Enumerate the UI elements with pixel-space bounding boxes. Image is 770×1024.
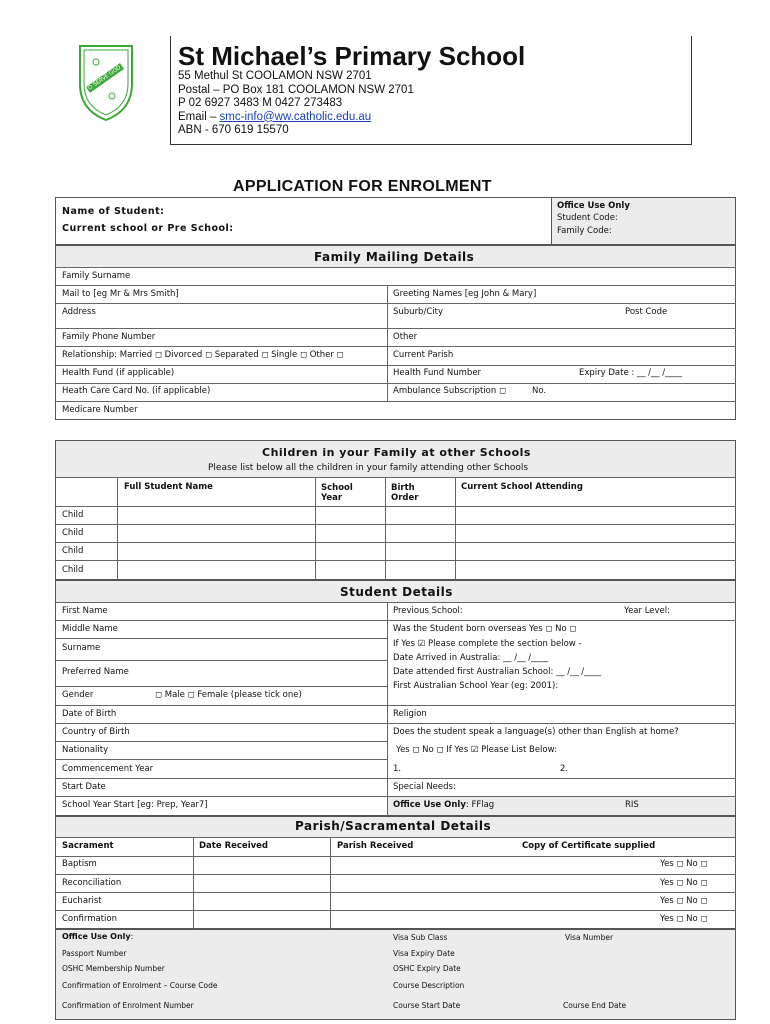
language-2-label: 2. (560, 764, 569, 774)
mail-to-label: Mail to [eg Mr & Mrs Smith] (62, 289, 179, 299)
child-row-label: Child (62, 528, 84, 538)
dob-label: Date of Birth (62, 709, 117, 719)
gender-label: Gender (62, 690, 94, 700)
fflag-label: : FFlag (465, 800, 495, 810)
current-school-label: Current school or Pre School: (62, 223, 234, 234)
footer-office-use-title: Office Use Only (62, 932, 131, 941)
special-needs-label: Special Needs: (393, 782, 456, 792)
language-1-label: 1. (393, 764, 402, 774)
middle-name-label: Middle Name (62, 624, 118, 634)
children-subtitle: Please list below all the children in your family attending other Schools (208, 463, 529, 473)
address-line: P 02 6927 3483 M 0427 273483 (178, 97, 343, 109)
language-yes-no[interactable]: Yes ◻ No ◻ If Yes ☑ Please List Below: (396, 745, 557, 755)
school-name: St Michael’s Primary School (178, 41, 526, 71)
previous-school-label: Previous School: (393, 606, 463, 616)
passport-number-label: Passport Number (62, 949, 127, 958)
sacrament-confirmation: Confirmation (62, 914, 117, 924)
student-office-use (393, 801, 494, 810)
if-yes-note: If Yes ☑ Please complete the section below - (393, 639, 582, 649)
visa-sub-class-label: Visa Sub Class (393, 933, 448, 942)
child-row-label: Child (62, 565, 84, 575)
first-name-label: First Name (62, 606, 108, 616)
email-link[interactable]: smc-info@ww.catholic.edu.au (219, 110, 372, 123)
year-level-label: Year Level: (624, 606, 670, 616)
course-description-label: Course Description (393, 981, 465, 990)
eucharist-yes-no[interactable]: Yes ◻ No ◻ (660, 896, 708, 906)
relationship-label[interactable]: Relationship: Married ◻ Divorced ◻ Separated ◻ Single ◻ Other ◻ (62, 350, 344, 360)
phone-label: Family Phone Number (62, 332, 156, 342)
medicare-label: Medicare Number (62, 405, 138, 415)
course-end-date-label: Course End Date (563, 1001, 627, 1010)
school-address (178, 70, 414, 138)
col-parish-received: Parish Received (337, 841, 414, 851)
visa-number-label: Visa Number (565, 933, 614, 942)
first-aus-year-label: First Australian School Year (eg: 2001): (393, 681, 559, 691)
oshc-expiry-label: OSHC Expiry Date (393, 964, 461, 973)
ambulance-label[interactable]: Ambulance Subscription ◻ (393, 386, 507, 396)
svg-text:TO SERVE GOD: TO SERVE GOD (84, 64, 123, 94)
family-surname-label: Family Surname (62, 271, 131, 281)
reconciliation-yes-no[interactable]: Yes ◻ No ◻ (660, 878, 708, 888)
abn-line: ABN - 670 619 15570 (178, 124, 289, 136)
nationality-label: Nationality (62, 745, 109, 755)
visa-expiry-label: Visa Expiry Date (393, 949, 455, 958)
col-copy-certificate: Copy of Certificate supplied (522, 841, 656, 851)
sacrament-baptism: Baptism (62, 859, 97, 869)
email-line (178, 111, 414, 125)
confirmation-yes-no[interactable]: Yes ◻ No ◻ (660, 914, 708, 924)
baptism-yes-no[interactable]: Yes ◻ No ◻ (660, 859, 708, 869)
col-birth-order: Birth Order (391, 483, 419, 503)
family-code-label: Family Code: (557, 226, 612, 236)
school-year-start-label: School Year Start [eg: Prep, Year7] (62, 800, 208, 810)
student-name-label: Name of Student: (62, 206, 165, 217)
country-of-birth-label: Country of Birth (62, 727, 130, 737)
current-parish-label: Current Parish (393, 350, 454, 360)
col-current-school: Current School Attending (461, 482, 583, 492)
student-code-label: Student Code: (557, 213, 618, 223)
confirmation-course-code-label: Confirmation of Enrolment – Course Code (62, 981, 218, 990)
child-row-label: Child (62, 510, 84, 520)
address-line: Postal – PO Box 181 COOLAMON NSW 2701 (178, 83, 414, 96)
course-start-date-label: Course Start Date (393, 1001, 461, 1010)
expiry-date-label: Expiry Date : __ /__ /____ (579, 368, 683, 378)
office-use-only-label: Office Use Only (393, 800, 466, 810)
email-prefix: Email – (178, 110, 220, 123)
ris-label: RIS (625, 800, 639, 810)
language-question: Does the student speak a language(s) other than English at home? (393, 727, 679, 737)
footer-office-use (62, 933, 133, 941)
col-sacrament: Sacrament (62, 841, 114, 851)
family-section-title: Family Mailing Details (314, 250, 475, 264)
school-logo (76, 40, 136, 124)
religion-label: Religion (393, 709, 427, 719)
sacrament-eucharist: Eucharist (62, 896, 102, 906)
col-date-received: Date Received (199, 841, 268, 851)
health-fund-label: Health Fund (if applicable) (62, 368, 175, 378)
postcode-label: Post Code (625, 307, 668, 317)
greeting-label: Greeting Names [eg John & Mary] (393, 289, 537, 299)
oshc-membership-label: OSHC Membership Number (62, 964, 165, 973)
col-school-year: School Year (321, 483, 353, 503)
office-use-title: Office Use Only (557, 201, 630, 211)
col-full-student-name: Full Student Name (124, 482, 213, 492)
surname-label: Surname (62, 643, 101, 653)
health-care-card-label: Heath Care Card No. (if applicable) (62, 386, 211, 396)
suburb-label: Suburb/City (393, 307, 443, 317)
student-section-title: Student Details (340, 585, 453, 599)
parish-section-title: Parish/Sacramental Details (295, 819, 492, 833)
ambulance-no-label: No. (532, 386, 547, 396)
form-title: APPLICATION FOR ENROLMENT (233, 178, 492, 195)
born-overseas-question[interactable]: Was the Student born overseas Yes ◻ No ◻ (393, 624, 577, 634)
preferred-name-label: Preferred Name (62, 667, 129, 677)
child-row-label: Child (62, 546, 84, 556)
address-line: 55 Methul St COOLAMON NSW 2701 (178, 70, 372, 82)
date-arrived-label: Date Arrived in Australia: __ /__ /____ (393, 653, 549, 663)
commencement-year-label: Commencement Year (62, 764, 154, 774)
date-attended-label: Date attended first Australian School: __ /__ /____ (393, 667, 602, 677)
children-section-title: Children in your Family at other Schools (262, 446, 531, 459)
confirmation-enrolment-number-label: Confirmation of Enrolment Number (62, 1001, 194, 1010)
health-fund-number-label: Health Fund Number (393, 368, 482, 378)
start-date-label: Start Date (62, 782, 106, 792)
other-label: Other (393, 332, 418, 342)
footer-colon: : (130, 932, 134, 941)
sacrament-reconciliation: Reconciliation (62, 878, 122, 888)
gender-options[interactable]: ◻ Male ◻ Female (please tick one) (155, 690, 302, 700)
address-label: Address (62, 307, 96, 317)
